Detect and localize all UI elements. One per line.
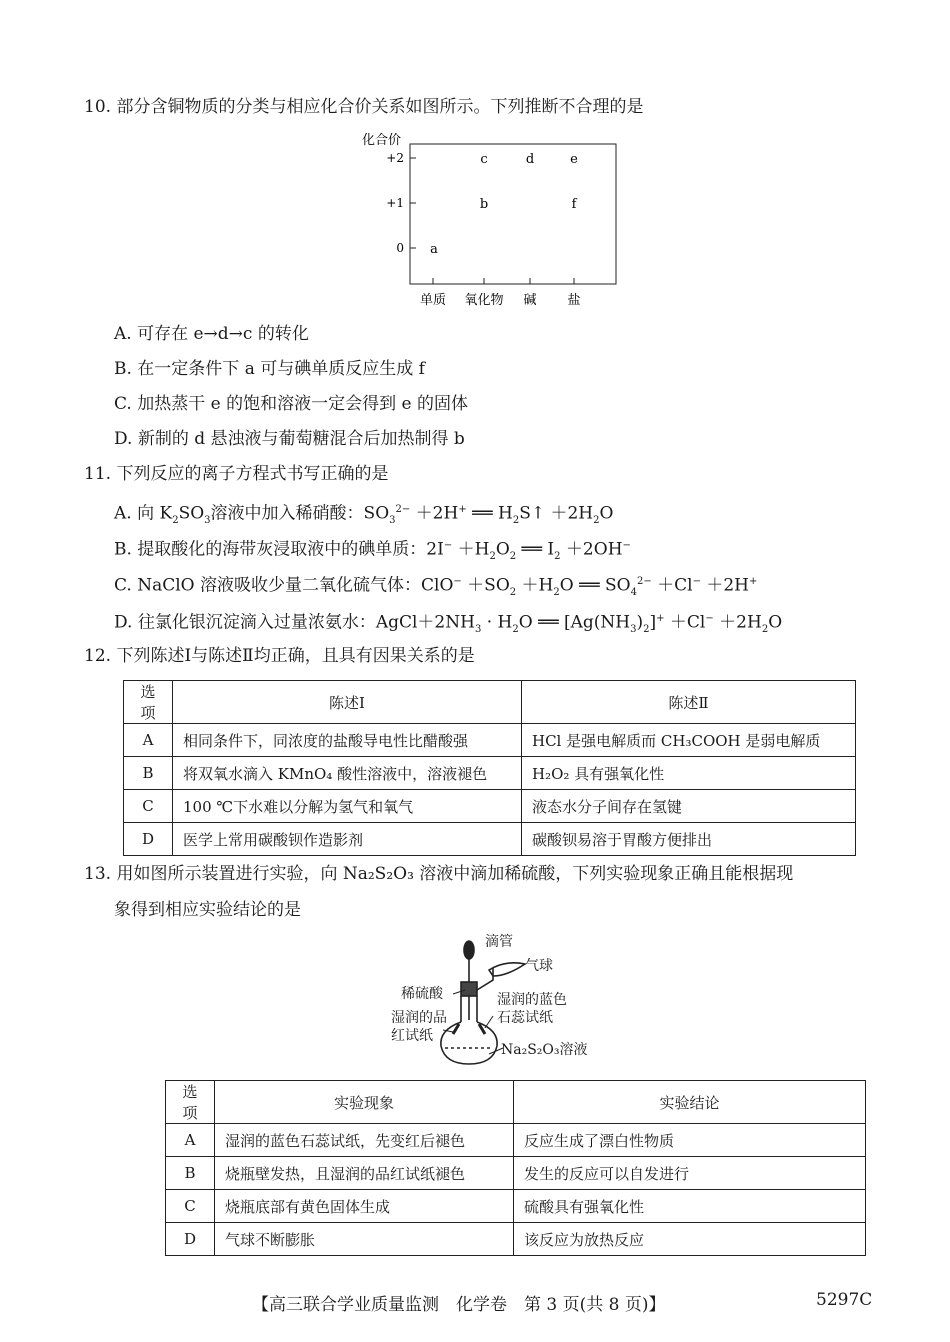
y-tick-label: +2 [386,151,404,165]
x-tick-label: 碱 [523,293,537,308]
table-header-row [166,1081,866,1124]
label-solution: Na₂S₂O₃溶液 [501,1042,588,1058]
q10-option-d: D. 新制的 d 悬浊液与葡萄糖混合后加热制得 b [114,429,465,449]
label-blue-paper-1: 湿润的蓝色 [497,992,567,1008]
dropper-bulb [464,941,474,959]
label-balloon: 气球 [525,958,553,974]
q11-option-d: D. 往氯化银沉淀滴入过量浓氨水：$AgCl+2NH_3 \cdot H_2O$ ══ $[Ag(NH_3)_2]^+ +Cl^- +2H_2O$ [114,612,783,636]
label-red-paper-1: 湿润的品 [391,1010,447,1026]
table-cell: B [124,757,173,790]
flask-body [441,1022,497,1064]
label-acid: 稀硫酸 [401,986,443,1002]
q10-option-b: B. 在一定条件下 a 可与碘单质反应生成 f [114,359,425,379]
point-label: c [480,152,488,167]
x-tick-label: 单质 [419,293,447,308]
q13-table [165,1080,866,1256]
header-statement-2: 陈述Ⅱ [522,681,856,724]
q10-option-a: A. 可存在 e→d→c 的转化 [114,324,309,344]
q12-table [123,680,856,856]
table-cell: A [166,1124,215,1157]
header-phenomenon: 实验现象 [215,1081,514,1124]
table-row [166,1190,866,1223]
table-cell: 硫酸具有强氧化性 [514,1190,866,1223]
balloon [489,963,525,976]
x-tick-label: 盐 [567,293,581,308]
table-row [124,823,856,856]
table-header-row [124,681,856,724]
table-cell: B [166,1157,215,1190]
chart-frame [410,144,616,284]
table-cell: 碳酸钡易溶于胃酸方便排出 [522,823,856,856]
table-row [124,724,856,757]
table-cell: A [124,724,173,757]
table-cell: C [124,790,173,823]
point-label: a [430,242,438,257]
table-row [166,1223,866,1256]
table-cell: 气球不断膨胀 [215,1223,514,1256]
table-cell: 反应生成了漂白性物质 [514,1124,866,1157]
x-tick-label: 氧化物 [464,293,504,308]
point-label: b [479,197,489,212]
y-tick-label: +1 [386,196,404,210]
header-option: 选项 [124,681,173,724]
leader-blue-paper [485,1016,493,1028]
q11-option-b: B. 提取酸化的海带灰浸取液中的碘单质：$2I^- +H_2O_2$ ══ $I_2 +2OH^-$ [114,539,631,563]
q13-stem-line2: 象得到相应实验结论的是 [114,900,301,920]
y-tick-label: 0 [396,241,404,255]
q13-stem-line1: 13. 用如图所示装置进行实验，向 Na₂S₂O₃ 溶液中滴加稀硫酸，下列实验现象正确且能根据现 [84,864,794,884]
apparatus-diagram [385,930,595,1070]
table-cell: 湿润的蓝色石蕊试纸，先变红后褪色 [215,1124,514,1157]
q11-stem: 11. 下列反应的离子方程式书写正确的是 [84,464,389,484]
table-cell: 将双氧水滴入 KMnO₄ 酸性溶液中，溶液褪色 [173,757,522,790]
table-row [166,1124,866,1157]
label-red-paper-2: 红试纸 [391,1028,433,1044]
table-cell: H₂O₂ 具有强氧化性 [522,757,856,790]
table-cell: 100 ℃下水难以分解为氢气和氧气 [173,790,522,823]
table-row [166,1157,866,1190]
label-blue-paper-2: 石蕊试纸 [497,1010,553,1026]
q10-option-c: C. 加热蒸干 e 的饱和溶液一定会得到 e 的固体 [114,394,468,414]
point-label: d [525,152,535,167]
table-cell: 液态水分子间存在氢键 [522,790,856,823]
table-cell: HCl 是强电解质而 CH₃COOH 是弱电解质 [522,724,856,757]
footer-title: 【高三联合学业质量监测 化学卷 第 3 页(共 8 页)】 [252,1295,666,1315]
table-row [124,757,856,790]
stopper [461,982,477,996]
table-cell: D [166,1223,215,1256]
table-cell: 发生的反应可以自发进行 [514,1157,866,1190]
table-cell: 医学上常用碳酸钡作造影剂 [173,823,522,856]
table-cell: C [166,1190,215,1223]
point-label: f [571,197,577,212]
y-axis-label: 化合价 [362,133,402,148]
q12-stem: 12. 下列陈述Ⅰ与陈述Ⅱ均正确，且具有因果关系的是 [84,646,475,666]
label-dropper: 滴管 [485,934,513,950]
table-cell: 该反应为放热反应 [514,1223,866,1256]
q11-option-a: A. 向 $K_2SO_3$溶液中加入稀硝酸：$SO_3^{2-} +2H^+$ ══ $H_2S↑ +2H_2O$ [114,503,614,527]
table-cell: 烧瓶底部有黄色固体生成 [215,1190,514,1223]
footer-code: 5297C [816,1290,873,1310]
q10-stem: 10. 部分含铜物质的分类与相应化合价关系如图所示。下列推断不合理的是 [84,97,644,117]
point-label: e [570,152,578,167]
table-cell: 相同条件下，同浓度的盐酸导电性比醋酸强 [173,724,522,757]
table-cell: D [124,823,173,856]
header-option: 选项 [166,1081,215,1124]
table-cell: 烧瓶壁发热，且湿润的品红试纸褪色 [215,1157,514,1190]
table-row [124,790,856,823]
q11-option-c: C. NaClO 溶液吸收少量二氧化硫气体：$ClO^- +SO_2 +H_2O$ ══ $SO_4^{2-} +Cl^- +2H^+$ [114,575,758,599]
header-statement-1: 陈述Ⅰ [173,681,522,724]
valence-chart [358,130,628,310]
header-conclusion: 实验结论 [514,1081,866,1124]
